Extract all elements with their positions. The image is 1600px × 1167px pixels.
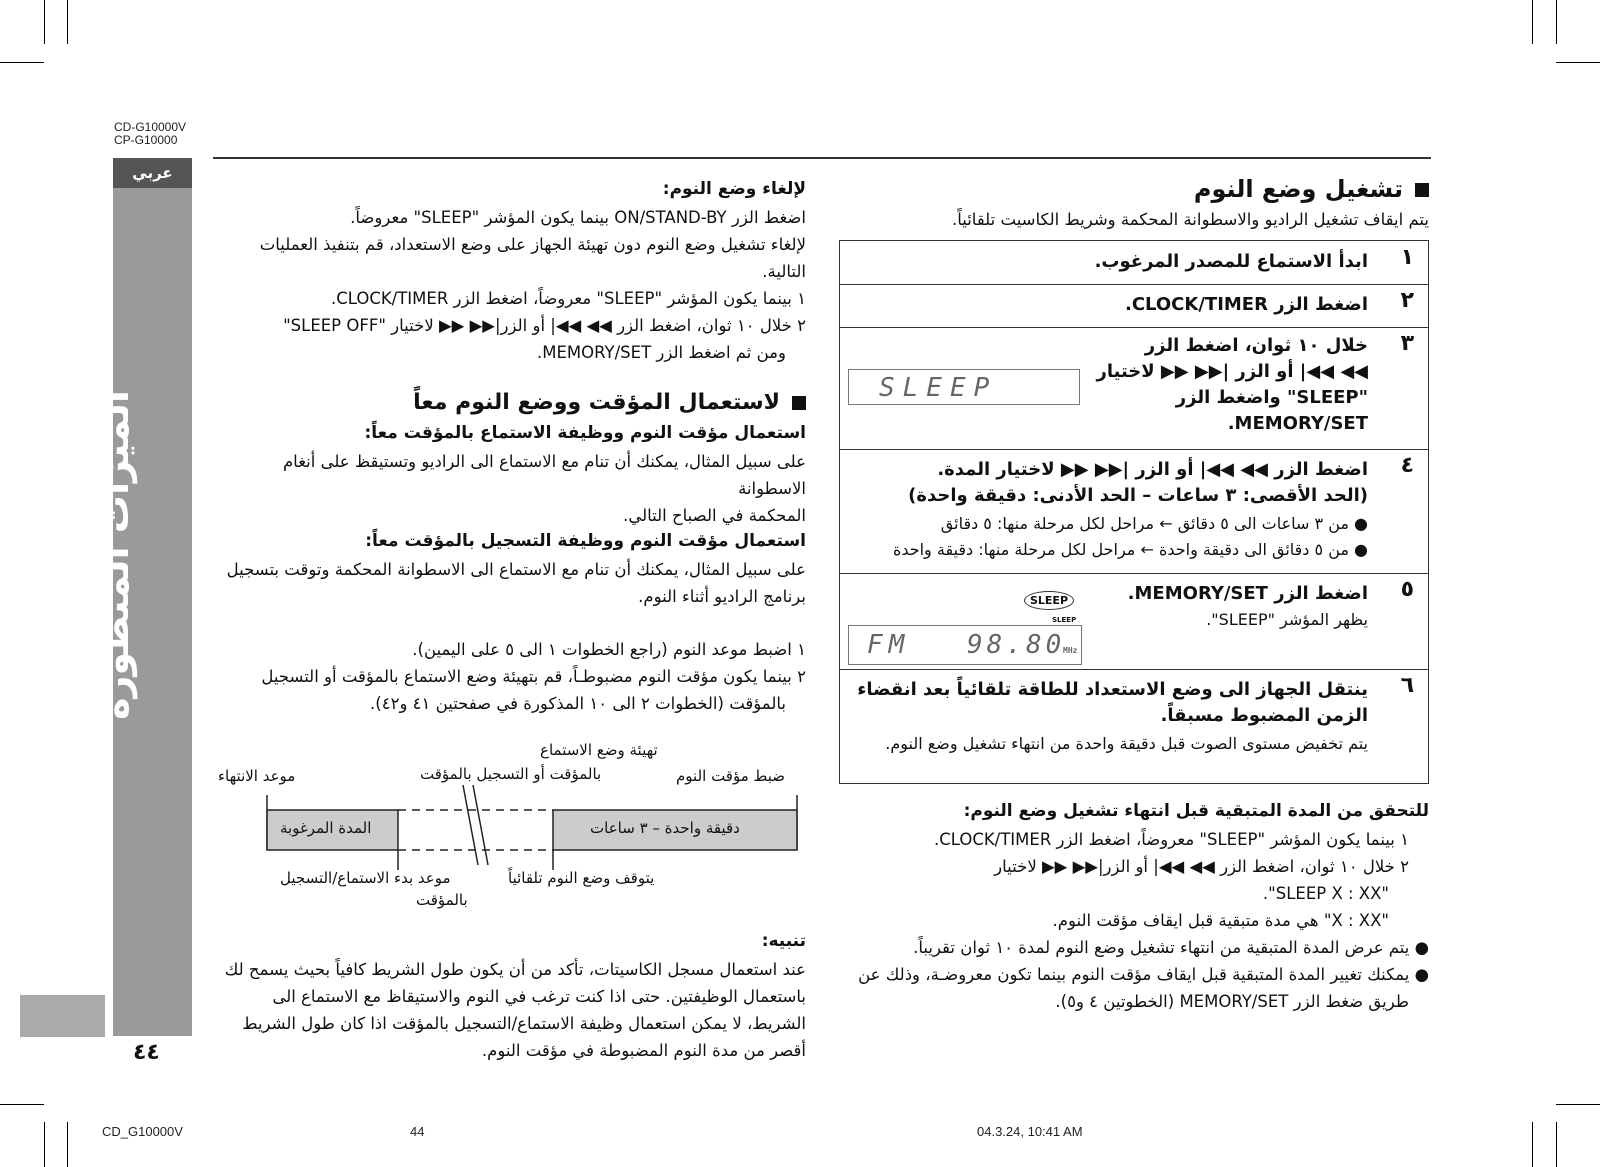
step-line: خلال ١٠ ثوان، اضغط الزر [1144, 335, 1368, 356]
intro-text: يتم ايقاف تشغيل الراديو والاسطوانة المحكمة وشريط الكاسيت تلقائياً. [951, 210, 1429, 229]
language-tab: عربي [113, 158, 192, 188]
lcd-unit: MHz [1063, 646, 1078, 655]
sub2-title: استعمال مؤقت النوم ووظيفة التسجيل بالمؤقت معاً: [365, 531, 806, 551]
step-line: الزمن المضبوط مسبقاً. [1160, 705, 1368, 726]
timeline-box-label: دقيقة واحدة – ٣ ساعات [590, 819, 740, 837]
footer-date: 04.3.24, 10:41 AM [977, 1124, 1083, 1139]
bullet-item: ● من ٣ ساعات الى ٥ دقائق ← مراحل لكل مرحلة منها: ٥ دقائق [940, 514, 1368, 533]
bullet-item: ● من ٥ دقائق الى دقيقة واحدة ← مراحل لكل مرحلة منها: دقيقة واحدة [892, 540, 1368, 559]
crop-mark [44, 0, 45, 44]
step-row-2 [840, 284, 1428, 328]
side-title: الميزات المتطورة [93, 390, 137, 720]
lcd-band: FM [867, 630, 911, 660]
step-row-6 [840, 669, 1428, 783]
check-item: "X : XX" هي مدة متبقية قبل ايقاف مؤقت النوم. [1052, 911, 1389, 930]
cancel-text: اضغط الزر ON/STAND-BY بينما يكون المؤشر "SLEEP" معروضاً. لإلغاء تشغيل وضع النوم دون تهيئة الجهاز على وضع الاستعداد، قم بتنفيذ العمليات التالية. ١ بينما يكون المؤشر "SLEEP" معروضاً، اضغط الزر CLOCK/TIMER. ٢ خلال ١٠ ثوان، اضغط الزر ◀◀ ◀◀| أو الزر|▶▶ ▶▶ لاختيار "SLEEP OFF" ومن ثم اضغط الزر MEMORY/SET. [259, 208, 806, 362]
timeline-label: بالمؤقت [416, 891, 468, 909]
note-text: عند استعمال مسجل الكاسيتات، تأكد من أن يكون طول الشريط كافياً بحيث يسمح لك باستعمال الوظيفتين. حتى اذا كنت ترغب في النوم والاستيقاظ مع الاستماع الى الشريط، لا يمكن استعمال وظيفة الاستماع/التسجيل بالمؤقت اذا كان طول الشريط أقصر من مدة النوم المضبوطة في مؤقت النوم. [224, 960, 806, 1060]
timeline-box-label: المدة المرغوبة [280, 819, 372, 837]
sub1-text: على سبيل المثال، يمكنك أن تنام مع الاستماع الى الراديو وتستيقظ على أنغام الاسطوانة المحكمة في الصباح التالي. [282, 452, 806, 525]
step-text: اضغط الزر CLOCK/TIMER. [1125, 294, 1368, 315]
step-line: MEMORY/SET. [1227, 413, 1368, 434]
step-line: ◀◀ ◀◀| أو الزر |▶▶ ▶▶ لاختيار [1096, 361, 1368, 382]
step-line: (الحد الأقصى: ٣ ساعات – الحد الأدنى: دقيقة واحدة) [908, 485, 1368, 506]
timeline-label: موعد الانتهاء [218, 767, 296, 785]
step-text [848, 457, 1368, 509]
sub1-title: استعمال مؤقت النوم ووظيفة الاستماع بالمؤقت معاً: [364, 423, 806, 443]
lcd-display-fm [848, 625, 1082, 665]
step-number: ٦ [1400, 673, 1414, 698]
square-bullet-icon [1415, 183, 1429, 197]
bullet-icon: ● [1409, 965, 1429, 984]
step-text [1068, 333, 1368, 437]
crop-mark [67, 1122, 68, 1167]
sub2-steps: ١ اضبط موعد النوم (راجع الخطوات ١ الى ٥ على اليمين). ٢ بينما يكون مؤقت النوم مضبوطـاً، قم بتهيئة وضع الاستماع بالمؤقت أو التسجيل بالمؤقت (الخطوات ٢ الى ١٠ المذكورة في صفحتين ٤١ و٤٢). [261, 640, 806, 713]
footer-file: CD_G10000V [102, 1124, 183, 1139]
sleep-indicator-small: SLEEP [1052, 616, 1077, 624]
lcd-frequency: 98.80 [967, 630, 1066, 660]
crop-mark [1556, 1104, 1600, 1105]
crop-mark [44, 1122, 45, 1167]
page-number: ٤٤ [133, 1040, 160, 1065]
title-text: تشغيل وضع النوم [1193, 175, 1403, 203]
step-row-4 [840, 449, 1428, 574]
steps-table [839, 240, 1429, 784]
square-bullet-icon [792, 396, 806, 410]
step-text [848, 677, 1368, 729]
bullet-item: ● يمكنك تغيير المدة المتبقية قبل ايقاف مؤقت النوم بينما تكون معروضـة، وذلك عن [858, 965, 1429, 984]
crop-mark [67, 0, 68, 44]
bullet-item: ● يتم عرض المدة المتبقية من انتهاء تشغيل وضع النوم لمدة ١٠ ثوان تقريباً. [913, 938, 1429, 957]
crop-mark [1532, 1122, 1533, 1167]
model-line-1: CD-G10000V [114, 120, 187, 134]
timeline-label: بالمؤقت أو التسجيل بالمؤقت [420, 765, 602, 783]
crop-mark [0, 1104, 44, 1105]
check-list [839, 826, 1409, 934]
step-sub: يتم تخفيض مستوى الصوت قبل دقيقة واحدة من انتهاء تشغيل وضع النوم. [885, 734, 1368, 753]
step-text: اضغط الزر MEMORY/SET. [1127, 583, 1368, 604]
timeline-label: ضبط مؤقت النوم [676, 767, 786, 785]
sub2-text: على سبيل المثال، يمكنك أن تنام مع الاستماع الى الاسطوانة المحكمة وتوقت بتسجيل برنامج الراديو أثناء النوم. [226, 560, 806, 606]
section-title-timer-sleep: لاستعمال المؤقت ووضع النوم معاً [210, 386, 806, 420]
step-row-1 [840, 241, 1428, 285]
step-line: ينتقل الجهاز الى وضع الاستعداد للطاقة تلقائياً بعد انقضاء [857, 679, 1368, 700]
timeline-label: تهيئة وضع الاستماع [540, 741, 658, 759]
section-title-sleep [900, 172, 1429, 206]
step-number: ٤ [1400, 453, 1414, 478]
timeline-label: يتوقف وضع النوم تلقائياً [508, 869, 655, 887]
step-line: اضغط الزر ◀◀ ◀◀| أو الزر |▶▶ ▶▶ لاختيار المدة. [937, 459, 1368, 480]
check-item: ٢ خلال ١٠ ثوان، اضغط الزر ◀◀ ◀◀| أو الزر|▶▶ ▶▶ لاختيار [994, 857, 1409, 876]
step-number: ٥ [1400, 577, 1414, 602]
step-bullets [848, 511, 1368, 563]
step-row-5 [840, 573, 1428, 670]
bullet-item: طريق ضغط الزر MEMORY/SET (الخطوتين ٤ و٥). [1055, 992, 1409, 1011]
timeline-label: موعد بدء الاستماع/التسجيل [280, 869, 451, 887]
cancel-title: لإلغاء وضع النوم: [662, 179, 806, 199]
check-item: "SLEEP X : XX". [1262, 884, 1389, 903]
check-item: ١ بينما يكون المؤشر "SLEEP" معروضاً، اضغط الزر CLOCK/TIMER. [933, 830, 1409, 849]
check-bullets [836, 934, 1429, 1015]
crop-mark [1532, 0, 1533, 44]
step-text: ابدأ الاستماع للمصدر المرغوب. [1094, 251, 1368, 272]
check-title: للتحقق من المدة المتبقية قبل انتهاء تشغيل وضع النوم: [963, 801, 1429, 821]
step-number: ٣ [1400, 331, 1414, 356]
bullet-icon: ● [1409, 938, 1429, 957]
crop-mark [1556, 1122, 1557, 1167]
thumb-block [20, 995, 105, 1037]
step-sub: يظهر المؤشر "SLEEP". [1206, 610, 1368, 629]
step-number: ١ [1400, 245, 1414, 270]
note-title: تنبيه: [761, 931, 806, 951]
crop-mark [1556, 62, 1600, 63]
model-number [114, 121, 186, 147]
timeline-diagram [210, 735, 806, 909]
footer-page: 44 [410, 1124, 425, 1139]
lcd-display-sleep: SLEEP [848, 369, 1080, 405]
step-number: ٢ [1400, 288, 1414, 313]
crop-mark [1556, 0, 1557, 44]
bullet-icon: ● [1348, 514, 1368, 533]
header-rule [213, 157, 1431, 159]
sleep-badge: SLEEP [1024, 591, 1074, 610]
crop-mark [0, 62, 44, 63]
bullet-icon: ● [1348, 540, 1368, 559]
step-row-3 [840, 327, 1428, 450]
step-line: "SLEEP" واضغط الزر [1175, 387, 1368, 408]
model-line-2: CP-G10000 [114, 133, 178, 147]
